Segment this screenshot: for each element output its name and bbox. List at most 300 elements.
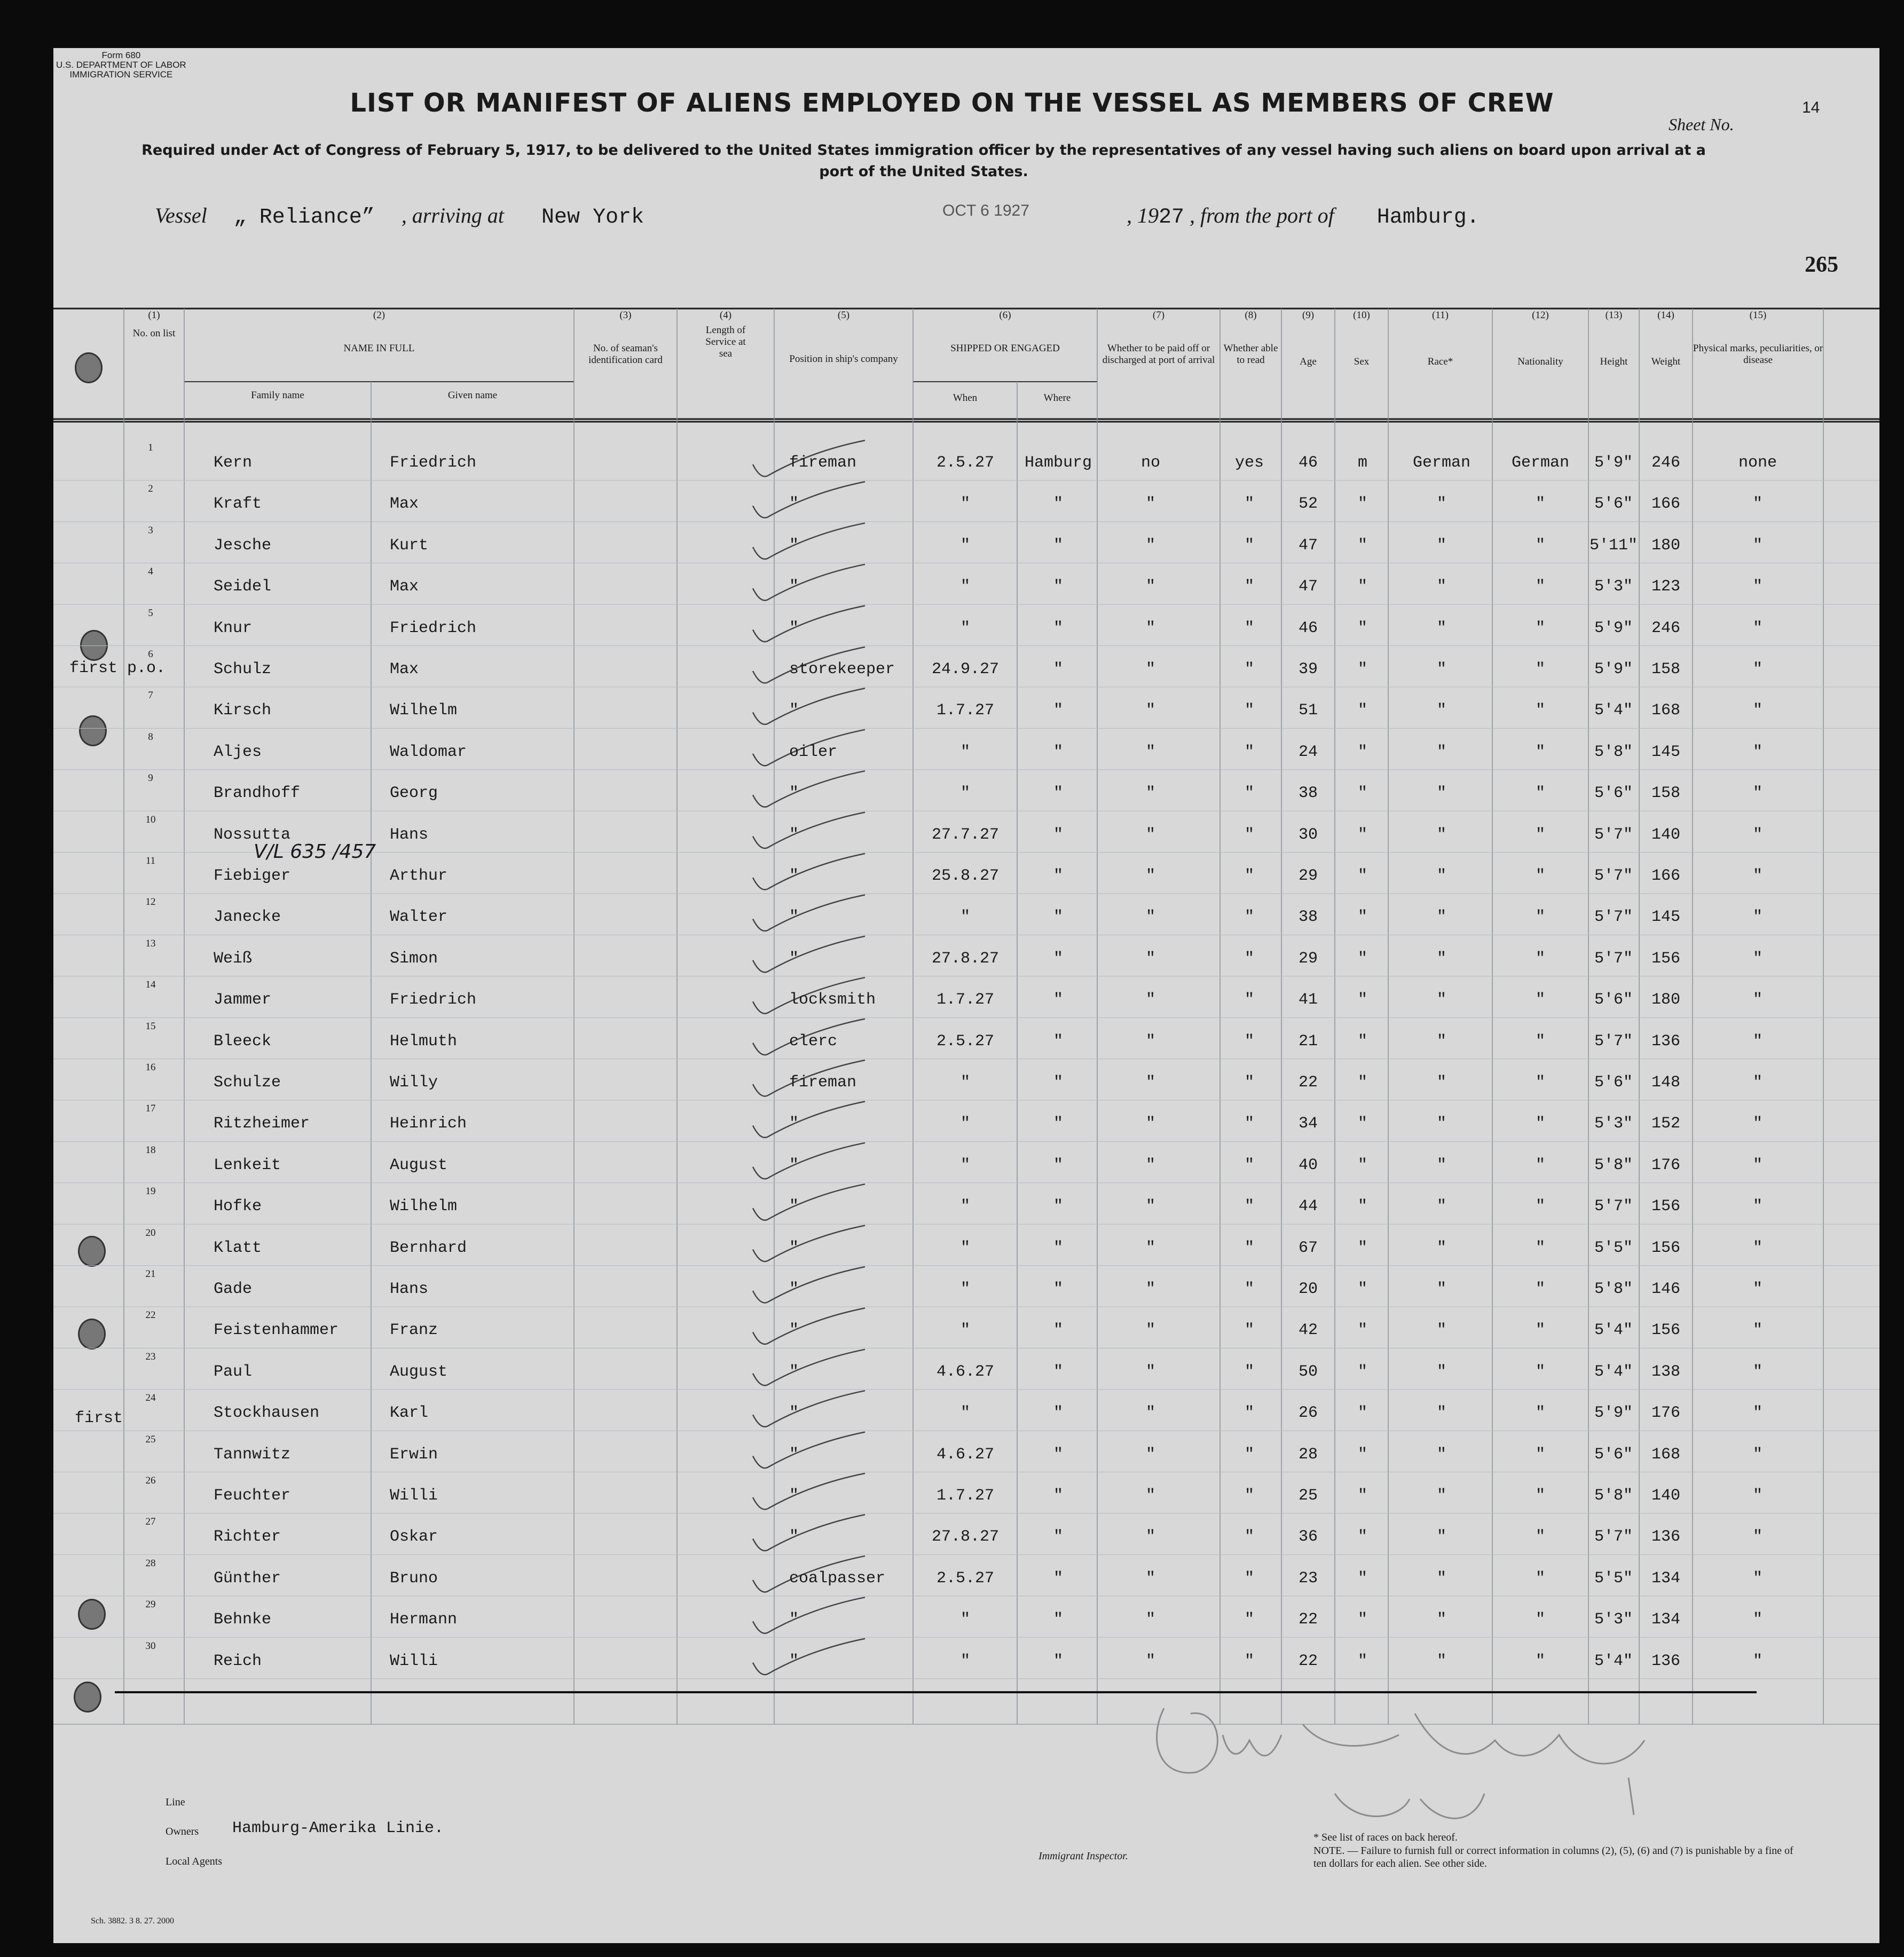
cell-age: 42	[1298, 1321, 1318, 1340]
cell-family-name: Seidel	[214, 578, 272, 596]
cell-position: "	[789, 784, 799, 803]
cell-shipped-where: "	[1053, 1238, 1064, 1257]
cell-physical-marks: "	[1752, 701, 1763, 720]
cell-given-name: Hans	[390, 825, 429, 844]
cell-nationality: "	[1535, 536, 1546, 555]
cell-shipped-when: "	[960, 784, 971, 803]
cell-age: 22	[1298, 1611, 1318, 1629]
cell-weight: 158	[1651, 660, 1681, 678]
cell-shipped-when: 27.8.27	[931, 949, 1000, 968]
col-header-8: (8) Whether able to read	[1223, 310, 1278, 366]
cell-shipped-when: "	[960, 495, 971, 514]
col-header-13: (13) Height	[1600, 310, 1628, 367]
cell-position: "	[789, 908, 799, 927]
cell-family-name: Tannwitz	[214, 1445, 291, 1464]
cell-shipped-when: "	[960, 1156, 971, 1174]
cell-physical-marks: "	[1752, 1404, 1763, 1423]
cell-shipped-when: "	[960, 578, 971, 596]
cell-physical-marks: "	[1752, 867, 1763, 885]
vessel-name: „ Reliance”	[233, 206, 375, 230]
cell-paid-off: "	[1145, 1156, 1156, 1174]
cell-height: 5'3"	[1594, 1115, 1633, 1133]
cell-able-to-read: "	[1244, 825, 1255, 844]
cell-row-number: 29	[145, 1599, 156, 1611]
cell-weight: 156	[1651, 1197, 1681, 1216]
cell-height: 5'7"	[1594, 949, 1633, 968]
cell-shipped-when: 2.5.27	[936, 454, 995, 472]
cell-given-name: Franz	[390, 1321, 438, 1340]
cell-paid-off: "	[1145, 1652, 1156, 1670]
cell-sex: "	[1357, 619, 1368, 637]
cell-shipped-where: "	[1053, 1487, 1064, 1505]
cell-shipped-where: "	[1053, 1156, 1064, 1174]
cell-position: "	[789, 1197, 799, 1216]
cell-given-name: Bernhard	[390, 1238, 467, 1257]
cell-able-to-read: "	[1244, 578, 1255, 596]
cell-race: "	[1436, 1074, 1447, 1092]
cell-weight: 180	[1651, 536, 1681, 555]
cell-position: "	[789, 536, 799, 555]
cell-row-number: 6	[148, 649, 153, 660]
cell-family-name: Kraft	[214, 495, 262, 514]
cell-paid-off: "	[1145, 578, 1156, 596]
cell-race: "	[1436, 536, 1447, 555]
cell-able-to-read: "	[1244, 660, 1255, 678]
cell-family-name: Bleeck	[214, 1032, 272, 1051]
sheet-number: 14	[1802, 99, 1820, 116]
cell-height: 5'4"	[1594, 701, 1633, 720]
cell-position: "	[789, 1445, 799, 1464]
form-number: Form 680	[101, 50, 141, 60]
cell-shipped-when: 2.5.27	[936, 1032, 995, 1051]
punch-hole	[75, 352, 103, 383]
cell-shipped-when: "	[960, 1115, 971, 1133]
cell-shipped-when: "	[960, 1280, 971, 1298]
page-title: LIST OR MANIFEST OF ALIENS EMPLOYED ON THE VESSEL AS MEMBERS OF CREW	[350, 88, 1554, 118]
cell-sex: "	[1357, 1652, 1368, 1670]
cell-family-name: Kern	[214, 454, 253, 472]
cell-sex: m	[1357, 454, 1368, 472]
form-identifier	[56, 51, 186, 80]
cell-height: 5'3"	[1594, 578, 1633, 596]
service-name: IMMIGRATION SERVICE	[69, 69, 173, 80]
local-agents-label: Local Agents	[166, 1856, 223, 1867]
cell-position: "	[789, 825, 799, 844]
cell-physical-marks: "	[1752, 908, 1763, 927]
races-note: * See list of races on back hereof.	[1313, 1832, 1458, 1843]
cell-age: 47	[1298, 536, 1318, 555]
cell-shipped-when: "	[960, 1238, 971, 1257]
cell-paid-off: "	[1145, 536, 1156, 555]
cell-shipped-where: "	[1053, 619, 1064, 637]
cell-height: 5'7"	[1594, 908, 1633, 927]
cell-sex: "	[1357, 1238, 1368, 1257]
cell-row-number: 18	[145, 1144, 156, 1156]
col-header-12: (12) Nationality	[1517, 310, 1563, 367]
cell-row-number: 5	[148, 607, 153, 619]
cell-given-name: Heinrich	[390, 1115, 467, 1133]
cell-position: fireman	[789, 1074, 857, 1092]
cell-physical-marks: "	[1752, 1238, 1763, 1257]
cell-family-name: Lenkeit	[214, 1156, 281, 1174]
cell-age: 34	[1298, 1115, 1318, 1133]
cell-race: "	[1436, 1611, 1447, 1629]
cell-height: 5'6"	[1594, 1445, 1633, 1464]
cell-row-number: 2	[148, 483, 153, 495]
cell-nationality: "	[1535, 1280, 1546, 1298]
cell-sex: "	[1357, 784, 1368, 803]
cell-row-number: 7	[148, 690, 153, 701]
cell-height: 5'9"	[1594, 454, 1633, 472]
cell-weight: 138	[1651, 1362, 1681, 1381]
cell-nationality: "	[1535, 578, 1546, 596]
cell-weight: 180	[1651, 991, 1681, 1009]
cell-able-to-read: "	[1244, 1074, 1255, 1092]
cell-paid-off: "	[1145, 1528, 1156, 1546]
cell-shipped-when: 4.6.27	[936, 1445, 995, 1464]
cell-nationality: "	[1535, 991, 1546, 1009]
cell-family-name: Jesche	[214, 536, 272, 555]
cell-race: "	[1436, 578, 1447, 596]
cell-sex: "	[1357, 1032, 1368, 1051]
cell-sex: "	[1357, 908, 1368, 927]
cell-age: 38	[1298, 784, 1318, 803]
cell-shipped-where: "	[1053, 1280, 1064, 1298]
cell-given-name: Walter	[390, 908, 448, 927]
cell-position: "	[789, 1404, 799, 1423]
cell-physical-marks: "	[1752, 1569, 1763, 1588]
cell-given-name: Max	[390, 578, 419, 596]
cell-weight: 134	[1651, 1569, 1681, 1588]
cell-shipped-where: "	[1053, 1445, 1064, 1464]
cell-row-number: 12	[145, 896, 156, 908]
cell-paid-off: "	[1145, 1197, 1156, 1216]
cell-row-number: 9	[148, 772, 153, 784]
cell-age: 24	[1298, 743, 1318, 761]
cell-nationality: "	[1535, 619, 1546, 637]
col-header-11: (11) Race*	[1427, 310, 1453, 367]
cell-family-name: Knur	[214, 619, 253, 637]
cell-height: 5'7"	[1594, 1528, 1633, 1546]
cell-able-to-read: "	[1244, 701, 1255, 720]
cell-nationality: "	[1535, 1404, 1546, 1423]
cell-family-name: Brandhoff	[214, 784, 301, 803]
cell-position: clerc	[789, 1032, 838, 1051]
cell-position: storekeeper	[789, 660, 895, 678]
cell-sex: "	[1357, 1445, 1368, 1464]
cell-family-name: Janecke	[214, 908, 281, 927]
cell-age: 36	[1298, 1528, 1318, 1546]
cell-sex: "	[1357, 578, 1368, 596]
cell-paid-off: "	[1145, 1445, 1156, 1464]
cell-race: "	[1436, 1569, 1447, 1588]
cell-position: "	[789, 1528, 799, 1546]
cell-weight: 145	[1651, 743, 1681, 761]
cell-shipped-where: "	[1053, 908, 1064, 927]
cell-physical-marks: "	[1752, 1652, 1763, 1670]
cell-race: "	[1436, 1445, 1447, 1464]
cell-shipped-when: 25.8.27	[931, 867, 1000, 885]
cell-physical-marks: "	[1752, 495, 1763, 514]
cell-shipped-where: "	[1053, 743, 1064, 761]
cell-shipped-where: "	[1053, 1074, 1064, 1092]
cell-age: 30	[1298, 825, 1318, 844]
cell-physical-marks: "	[1752, 619, 1763, 637]
cell-nationality: "	[1535, 701, 1546, 720]
cell-weight: 158	[1651, 784, 1681, 803]
cell-weight: 168	[1651, 1445, 1681, 1464]
cell-shipped-when: "	[960, 1404, 971, 1423]
cell-row-number: 23	[145, 1351, 156, 1362]
cell-position: "	[789, 1652, 799, 1670]
year-suffix: 27	[1159, 206, 1185, 230]
year-label: , 19	[1127, 203, 1159, 227]
immigrant-inspector-label: Immigrant Inspector.	[1038, 1850, 1128, 1862]
cell-race: "	[1436, 1032, 1447, 1051]
cell-able-to-read: "	[1244, 536, 1255, 555]
cell-able-to-read: "	[1244, 1569, 1255, 1588]
cell-given-name: Simon	[390, 949, 438, 968]
cell-shipped-where: "	[1053, 701, 1064, 720]
cell-able-to-read: "	[1244, 1362, 1255, 1381]
cell-nationality: "	[1535, 495, 1546, 514]
cell-shipped-where: "	[1053, 495, 1064, 514]
cell-row-number: 26	[145, 1475, 156, 1486]
cell-paid-off: "	[1145, 619, 1156, 637]
cell-family-name: Schulz	[214, 660, 272, 678]
cell-nationality: "	[1535, 908, 1546, 927]
cell-sex: "	[1357, 743, 1368, 761]
cell-physical-marks: "	[1752, 578, 1763, 596]
cell-physical-marks: none	[1738, 454, 1777, 472]
handwritten-reference: V/L 635 /457	[254, 841, 376, 863]
cell-family-name: Gade	[214, 1280, 253, 1298]
cell-age: 22	[1298, 1074, 1318, 1092]
cell-race: "	[1436, 867, 1447, 885]
cell-physical-marks: "	[1752, 1321, 1763, 1340]
cell-race: "	[1436, 1652, 1447, 1670]
cell-shipped-where: "	[1053, 784, 1064, 803]
cell-row-number: 1	[148, 442, 153, 453]
cell-position: "	[789, 619, 799, 637]
cell-race: "	[1436, 1238, 1447, 1257]
cell-family-name: Klatt	[214, 1238, 262, 1257]
cell-family-name: Behnke	[214, 1611, 272, 1629]
cell-paid-off: "	[1145, 991, 1156, 1009]
cell-weight: 176	[1651, 1156, 1681, 1174]
cell-shipped-where: "	[1053, 1032, 1064, 1051]
cell-paid-off: "	[1145, 784, 1156, 803]
cell-paid-off: "	[1145, 1032, 1156, 1051]
cell-race: "	[1436, 1321, 1447, 1340]
departure-port: Hamburg.	[1376, 206, 1480, 230]
cell-family-name: Nossutta	[214, 825, 291, 844]
cell-shipped-when: 27.7.27	[931, 825, 1000, 844]
cell-given-name: Waldomar	[390, 743, 467, 761]
col-header-where: Where	[1043, 392, 1071, 404]
cell-able-to-read: "	[1244, 1156, 1255, 1174]
cell-given-name: Kurt	[390, 536, 429, 555]
cell-shipped-where: "	[1053, 1115, 1064, 1133]
cell-given-name: Hans	[390, 1280, 429, 1298]
margin-note-row6: first p.o.	[69, 659, 166, 677]
cell-height: 5'6"	[1594, 784, 1633, 803]
punch-hole	[80, 630, 108, 661]
sheet-number-label: Sheet No.	[1669, 115, 1734, 134]
cell-shipped-where: "	[1053, 660, 1064, 678]
cell-given-name: Willy	[390, 1074, 438, 1092]
cell-nationality: German	[1511, 454, 1570, 472]
punch-hole	[74, 1682, 101, 1713]
cell-race: "	[1436, 1404, 1447, 1423]
cell-weight: 136	[1651, 1528, 1681, 1546]
cell-physical-marks: "	[1752, 743, 1763, 761]
cell-shipped-where: "	[1053, 536, 1064, 555]
cell-family-name: Aljes	[214, 743, 262, 761]
cell-weight: 168	[1651, 701, 1681, 720]
cell-position: "	[789, 949, 799, 968]
cell-age: 41	[1298, 991, 1318, 1009]
cell-paid-off: "	[1145, 1074, 1156, 1092]
cell-shipped-when: 1.7.27	[936, 991, 995, 1009]
cell-row-number: 3	[148, 524, 153, 536]
col-header-9: (9) Age	[1300, 310, 1317, 367]
cell-physical-marks: "	[1752, 1362, 1763, 1381]
punch-hole	[78, 1319, 106, 1350]
cell-age: 51	[1298, 701, 1318, 720]
cell-age: 46	[1298, 454, 1318, 472]
col-header-1: (1) No. on list	[132, 310, 176, 339]
cell-shipped-when: "	[960, 619, 971, 637]
cell-nationality: "	[1535, 743, 1546, 761]
cell-position: "	[789, 495, 799, 514]
cell-race: "	[1436, 825, 1447, 844]
cell-sex: "	[1357, 701, 1368, 720]
cell-weight: 136	[1651, 1032, 1681, 1051]
cell-shipped-where: "	[1053, 949, 1064, 968]
cell-able-to-read: yes	[1234, 454, 1264, 472]
cell-nationality: "	[1535, 1362, 1546, 1381]
cell-race: "	[1436, 1362, 1447, 1381]
cell-family-name: Jammer	[214, 991, 272, 1009]
cell-position: "	[789, 701, 799, 720]
cell-paid-off: "	[1145, 1321, 1156, 1340]
cell-sex: "	[1357, 660, 1368, 678]
cell-shipped-where: "	[1053, 1611, 1064, 1629]
page-subtitle: Required under Act of Congress of February 5, 1917, to be delivered to the United States immigration officer by the representatives of any vessel having such aliens on board upon arrival at a port of the United States.	[141, 142, 1706, 180]
cell-given-name: Oskar	[390, 1528, 438, 1546]
cell-sex: "	[1357, 1197, 1368, 1216]
vessel-line-right	[1127, 203, 1480, 230]
cell-row-number: 20	[145, 1227, 156, 1238]
cell-nationality: "	[1535, 1238, 1546, 1257]
cell-able-to-read: "	[1244, 1611, 1255, 1629]
cell-nationality: "	[1535, 1321, 1546, 1340]
cell-weight: 246	[1651, 454, 1681, 472]
cell-position: "	[789, 1238, 799, 1257]
cell-family-name: Weiß	[214, 949, 253, 968]
cell-able-to-read: "	[1244, 619, 1255, 637]
page-number: 265	[1805, 252, 1838, 277]
cell-weight: 152	[1651, 1115, 1681, 1133]
arrival-port: New York	[541, 206, 644, 230]
cell-shipped-where: "	[1053, 1404, 1064, 1423]
cell-paid-off: "	[1145, 1238, 1156, 1257]
col-header-2: (2) NAME IN FULL	[343, 310, 415, 354]
cell-physical-marks: "	[1752, 1074, 1763, 1092]
cell-nationality: "	[1535, 1569, 1546, 1588]
cell-physical-marks: "	[1752, 1156, 1763, 1174]
cell-race: "	[1436, 743, 1447, 761]
col-header-10: (10) Sex	[1353, 310, 1370, 367]
cell-height: 5'11"	[1589, 536, 1638, 555]
cell-shipped-when: 27.8.27	[931, 1528, 1000, 1546]
punch-hole	[78, 1236, 106, 1267]
cell-physical-marks: "	[1752, 1115, 1763, 1133]
cell-nationality: "	[1535, 1487, 1546, 1505]
cell-height: 5'6"	[1594, 495, 1633, 514]
cell-age: 29	[1298, 949, 1318, 968]
cell-nationality: "	[1535, 1652, 1546, 1670]
cell-physical-marks: "	[1752, 1280, 1763, 1298]
cell-able-to-read: "	[1244, 1321, 1255, 1340]
cell-age: 44	[1298, 1197, 1318, 1216]
cell-nationality: "	[1535, 1528, 1546, 1546]
vessel-label: Vessel	[155, 203, 207, 227]
cell-height: 5'5"	[1594, 1238, 1633, 1257]
cell-physical-marks: "	[1752, 784, 1763, 803]
cell-paid-off: no	[1140, 454, 1161, 472]
cell-paid-off: "	[1145, 1404, 1156, 1423]
cell-row-number: 4	[148, 566, 153, 578]
cell-family-name: Paul	[214, 1362, 253, 1381]
cell-paid-off: "	[1145, 1115, 1156, 1133]
cell-given-name: August	[390, 1156, 448, 1174]
cell-weight: 166	[1651, 867, 1681, 885]
cell-position: "	[789, 1115, 799, 1133]
cell-height: 5'7"	[1594, 825, 1633, 844]
cell-height: 5'3"	[1594, 1611, 1633, 1629]
cell-nationality: "	[1535, 1115, 1546, 1133]
cell-paid-off: "	[1145, 908, 1156, 927]
cell-nationality: "	[1535, 1156, 1546, 1174]
cell-given-name: Bruno	[390, 1569, 438, 1588]
cell-age: 50	[1298, 1362, 1318, 1381]
cell-age: 21	[1298, 1032, 1318, 1051]
cell-able-to-read: "	[1244, 784, 1255, 803]
cell-paid-off: "	[1145, 825, 1156, 844]
cell-sex: "	[1357, 536, 1368, 555]
cell-age: 46	[1298, 619, 1318, 637]
cell-nationality: "	[1535, 867, 1546, 885]
cell-given-name: Hermann	[390, 1611, 458, 1629]
cell-sex: "	[1357, 1115, 1368, 1133]
cell-position: "	[789, 1487, 799, 1505]
cell-nationality: "	[1535, 949, 1546, 968]
cell-nationality: "	[1535, 784, 1546, 803]
cell-age: 47	[1298, 578, 1318, 596]
punch-hole	[78, 1599, 106, 1630]
cell-family-name: Reich	[214, 1652, 262, 1670]
cell-given-name: Erwin	[390, 1445, 438, 1464]
cell-race: "	[1436, 1197, 1447, 1216]
cell-race: "	[1436, 1528, 1447, 1546]
owners-label: Owners	[166, 1826, 199, 1837]
cell-shipped-where: "	[1053, 1569, 1064, 1588]
cell-weight: 140	[1651, 825, 1681, 844]
cell-given-name: Georg	[390, 784, 438, 803]
cell-family-name: Ritzheimer	[214, 1115, 310, 1133]
